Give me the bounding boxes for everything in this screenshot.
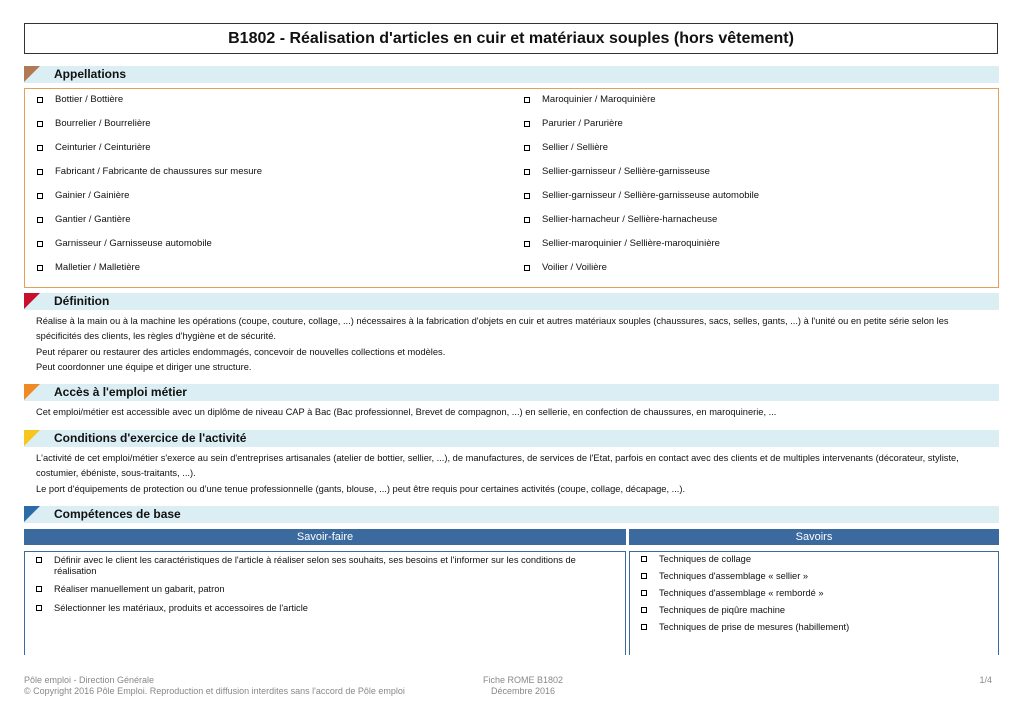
checkbox-icon [37,145,43,151]
list-item [36,584,606,595]
list-item [641,622,981,633]
list-item-label: Bottier / Bottière [55,94,124,105]
section-header-appellations [24,66,999,83]
list-item-label: Sélectionner les matériaux, produits et accessoires de l'article [54,603,308,613]
footer-org: Pôle emploi - Direction Générale [24,675,155,685]
list-item [37,214,131,225]
section-marker-icon [24,430,40,446]
list-item-label: Parurier / Parurière [542,118,623,129]
checkbox-icon [641,556,647,562]
checkbox-icon [641,590,647,596]
list-item-label: Ceinturier / Ceinturière [55,142,151,153]
checkbox-icon [524,169,530,175]
list-item-label: Fabricant / Fabricante de chaussures sur mesure [55,166,262,177]
checkbox-icon [524,121,530,127]
list-item-label: Gantier / Gantière [55,214,131,225]
section-header-conditions [24,430,999,447]
paragraph: Cet emploi/métier est accessible avec un diplôme de niveau CAP à Bac (Bac professionnel, Brevet de compagnon, ...) en sellerie, en confection de chaussures, en maroquinerie, ... [36,407,777,417]
list-item-label: Réaliser manuellement un gabarit, patron [54,584,225,594]
list-item [37,94,123,105]
checkbox-icon [36,586,42,592]
list-item [641,605,981,616]
list-item-label: Malletier / Malletière [55,262,140,273]
list-item [524,118,623,129]
list-item-label: Sellier-harnacheur / Sellière-harnacheuse [542,214,718,225]
savoir-faire-header: Savoir-faire [24,529,626,545]
paragraph: Peut réparer ou restaurer des articles endommagés, concevoir de nouvelles collections et modèles. [36,346,446,357]
list-item-label: Sellier / Sellière [542,142,608,153]
list-item [36,555,606,577]
list-item-label: Bourrelier / Bourrelière [55,118,151,129]
section-header-acces [24,384,999,401]
section-title: Définition [54,294,110,308]
section-marker-icon [24,384,40,400]
list-item [524,166,710,177]
footer-date: Décembre 2016 [490,686,556,696]
list-item [524,262,607,273]
list-item [641,588,981,599]
footer-copyright: © Copyright 2016 Pôle Emploi. Reproduction et diffusion interdites sans l'accord de Pôle emploi [24,686,405,696]
list-item-label: Sellier-garnisseur / Sellière-garnisseuse automobile [542,190,760,201]
checkbox-icon [36,605,42,611]
list-item-label: Gainier / Gainière [55,190,130,201]
definition-text [36,314,986,375]
list-item [524,190,759,201]
section-title: Appellations [54,67,127,81]
list-item [524,214,717,225]
list-item [524,94,656,105]
checkbox-icon [524,217,530,223]
checkbox-icon [524,193,530,199]
list-item-label: Techniques d'assemblage « rembordé » [659,588,824,598]
appellations-list [24,88,999,288]
section-title: Accès à l'emploi métier [54,385,187,399]
footer-left [24,675,405,697]
paragraph: Peut coordonner une équipe et diriger une structure. [36,361,252,372]
section-marker-icon [24,293,40,309]
checkbox-icon [524,145,530,151]
checkbox-icon [37,265,43,271]
checkbox-icon [37,121,43,127]
acces-text [36,405,986,420]
list-item [36,603,606,614]
list-item-label: Techniques de collage [659,554,752,564]
list-item [37,142,151,153]
section-title: Compétences de base [54,507,181,521]
section-marker-icon [24,506,40,522]
checkbox-icon [37,241,43,247]
checkbox-icon [524,241,530,247]
paragraph: L'activité de cet emploi/métier s'exerce au sein d'entreprises artisanales (atelier de bottier, sellier, ...), de manufactures, de services de l'Etat, parfois en contact avec des clients et de multiples intervenants (décorateur, styliste, costumier, ébéniste, sous-traitants, ...). [36,453,959,479]
list-item-label: Sellier-garnisseur / Sellière-garnisseuse [542,166,710,177]
checkbox-icon [37,193,43,199]
list-item-label: Garnisseur / Garnisseuse automobile [55,238,212,249]
list-item-label: Techniques de piqûre machine [659,605,786,615]
list-item [641,571,981,582]
savoirs-header: Savoirs [629,529,999,545]
list-item [524,238,720,249]
list-item [641,554,981,565]
list-item-label: Définir avec le client les caractéristiques de l'article à réaliser selon ses souhaits, ses besoins et l'informer sur les conditions de réalisation [54,555,576,576]
list-item-label: Techniques de prise de mesures (habillement) [659,622,850,632]
checkbox-icon [37,97,43,103]
checkbox-icon [524,97,530,103]
checkbox-icon [641,607,647,613]
conditions-text [36,451,986,497]
list-item [37,118,151,129]
checkbox-icon [37,169,43,175]
section-title: Conditions d'exercice de l'activité [54,431,247,445]
paragraph: Le port d'équipements de protection ou d'une tenue professionnelle (gants, blouse, ...) peut être requis pour certaines activités (coupe, collage, décapage, ...). [36,483,686,494]
list-item-label: Techniques d'assemblage « sellier » [659,571,809,581]
list-item [37,190,129,201]
list-item-label: Voilier / Voilière [542,262,607,273]
footer-center [440,675,606,697]
footer-fiche: Fiche ROME B1802 [482,675,564,685]
list-item [37,262,140,273]
checkbox-icon [641,624,647,630]
checkbox-icon [37,217,43,223]
savoir-faire-list [24,551,626,655]
list-item-label: Sellier-maroquinier / Sellière-maroquinière [542,238,720,249]
list-item [37,166,262,177]
list-item [37,238,212,249]
checkbox-icon [524,265,530,271]
page-number: 1/4 [979,675,992,685]
list-item-label: Maroquinier / Maroquinière [542,94,656,105]
page-title: B1802 - Réalisation d'articles en cuir et matériaux souples (hors vêtement) [24,23,998,54]
section-marker-icon [24,66,40,82]
savoirs-list [629,551,999,655]
paragraph: Réalise à la main ou à la machine les opérations (coupe, couture, collage, ...) nécessaires à la fabrication d'objets en cuir et autres matériaux souples (chaussures, sacs, selles, gants, ...) à l'unité ou en petite série selon les spécificités des clients, les règles d'hygiène et de sécurité. [36,316,949,342]
checkbox-icon [641,573,647,579]
list-item [524,142,608,153]
section-header-definition [24,293,999,310]
section-header-competences [24,506,999,523]
checkbox-icon [36,557,42,563]
